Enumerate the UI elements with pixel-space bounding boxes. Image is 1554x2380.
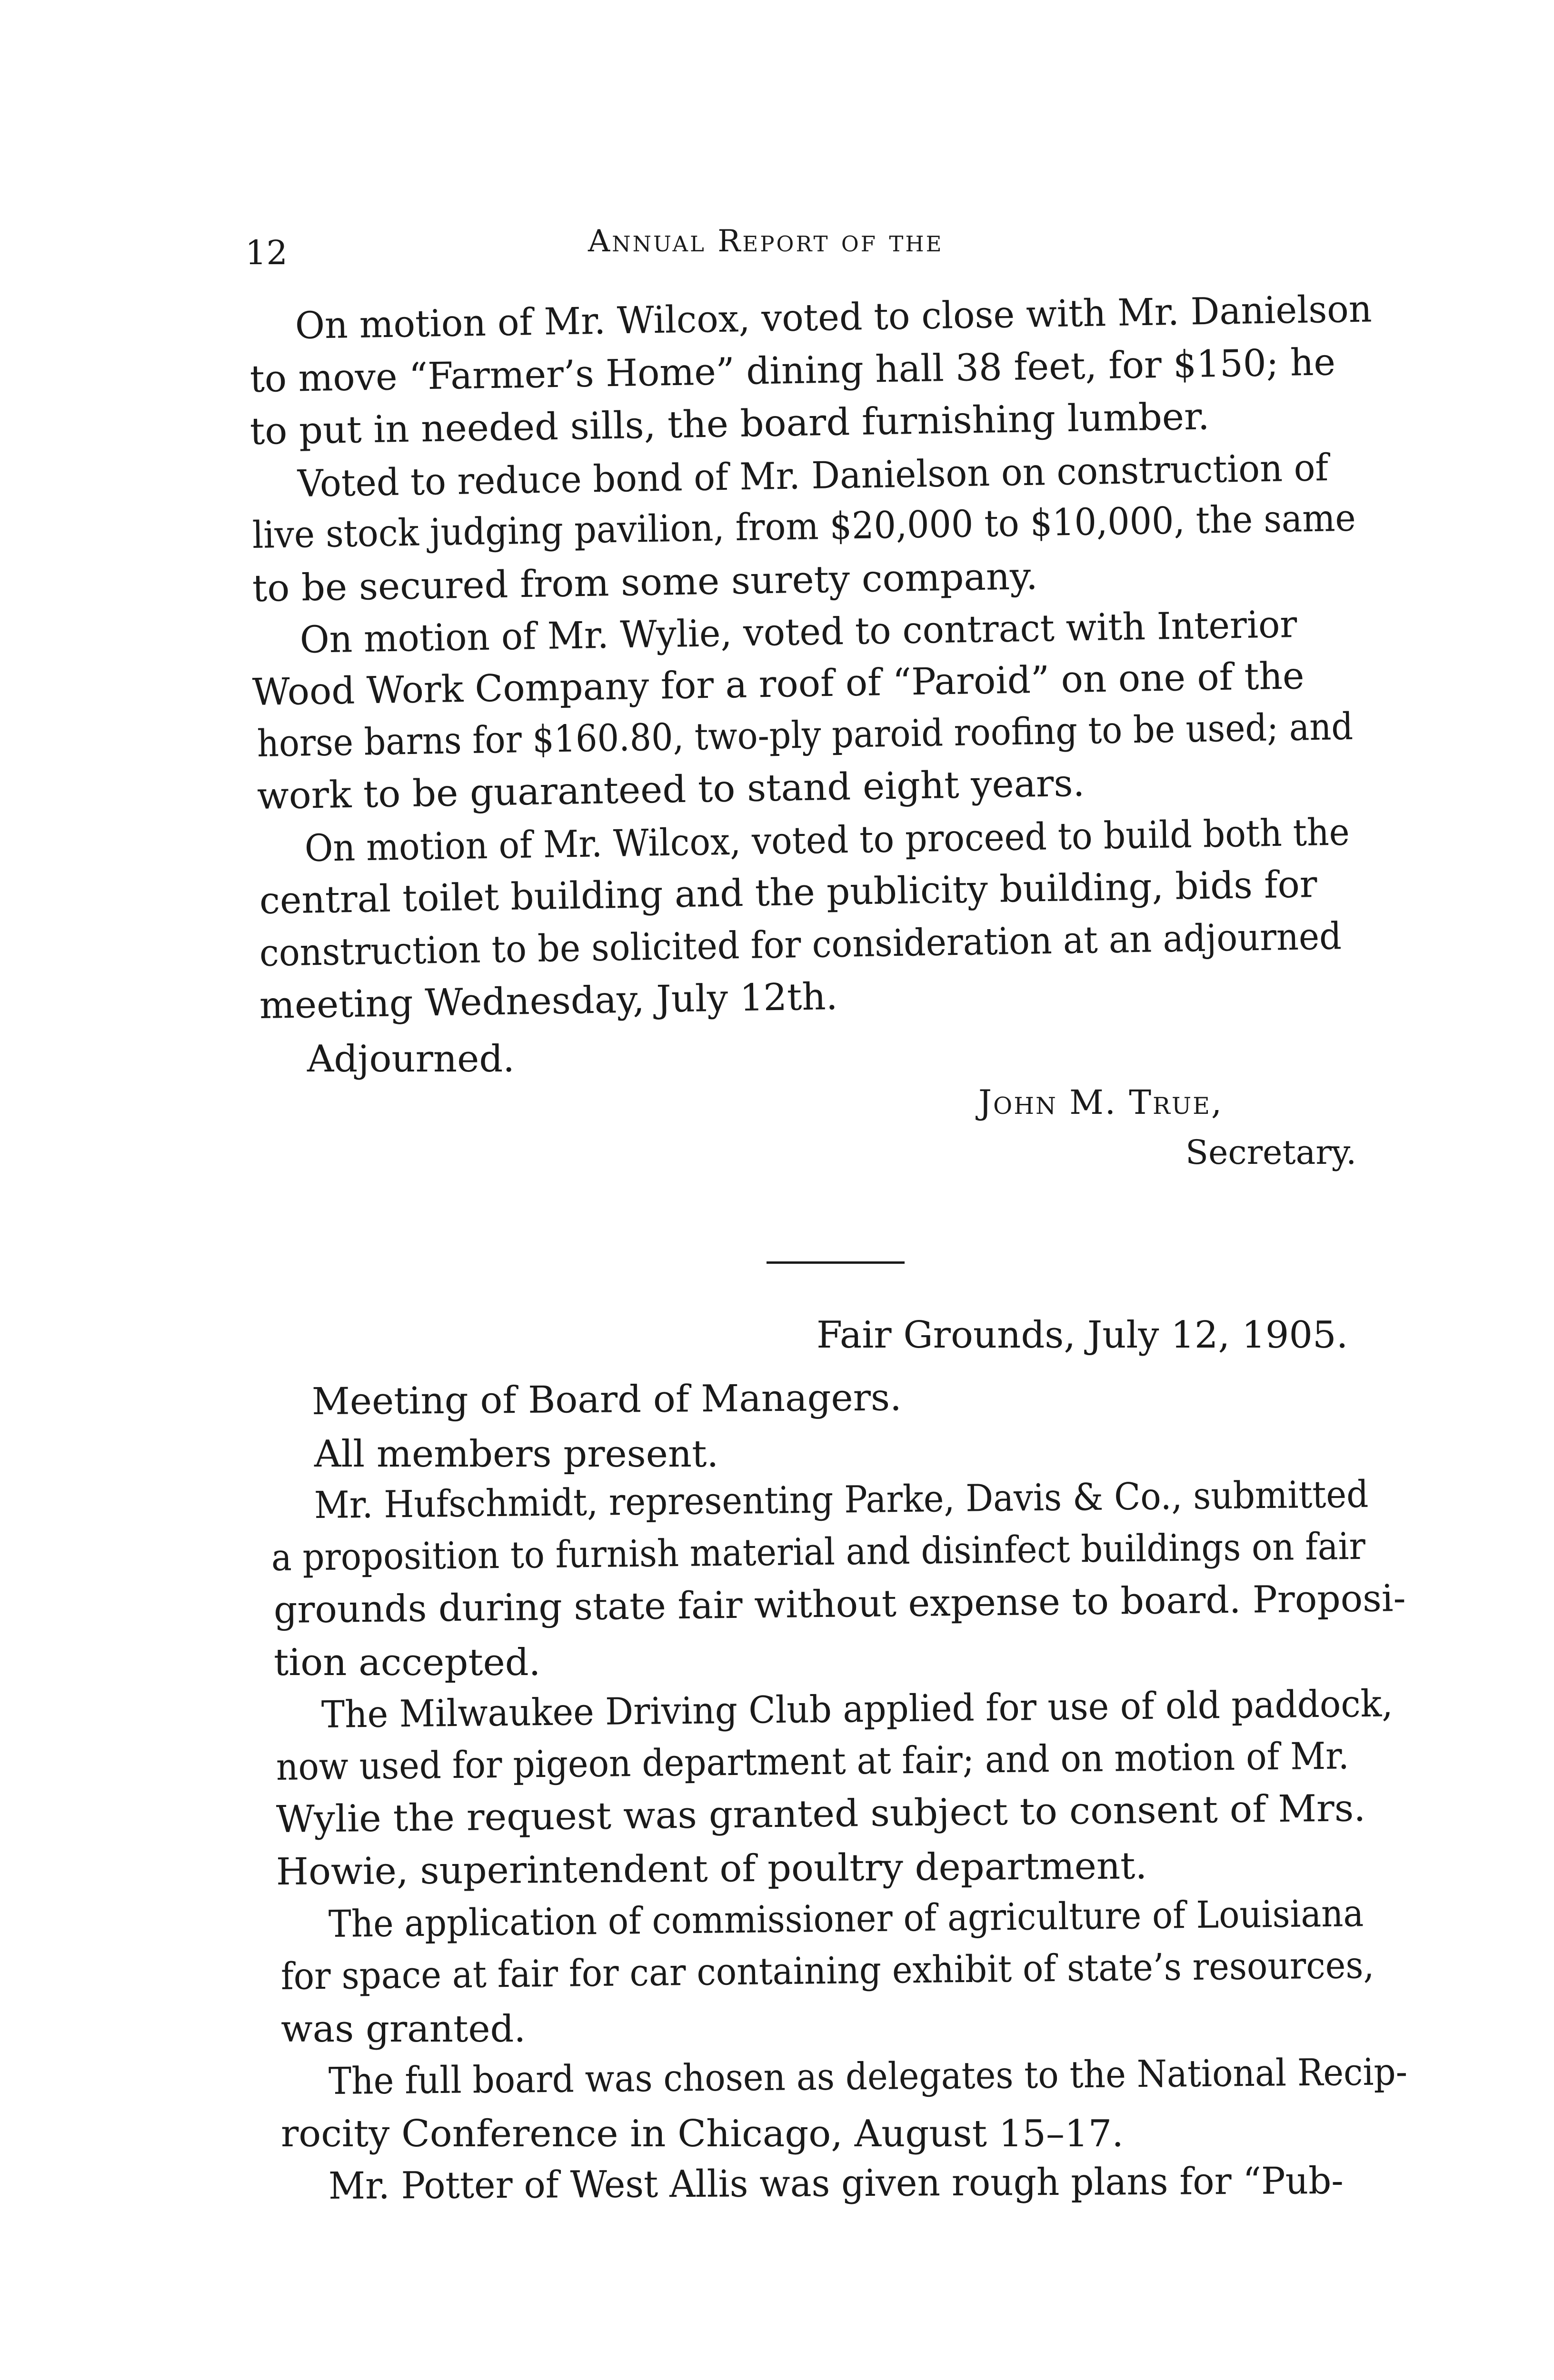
text-line: work to be guaranteed to stand eight years. bbox=[257, 762, 1085, 818]
text-line: All members present. bbox=[314, 1433, 719, 1476]
running-header: Annual Report of the bbox=[588, 224, 944, 259]
text-line: to put in needed sills, the board furnishing lumber. bbox=[249, 395, 1210, 453]
text-line: was granted. bbox=[281, 2008, 526, 2051]
text-line: Mr. Potter of West Allis was given rough plans for “Pub- bbox=[328, 2159, 1344, 2208]
text-line: Voted to reduce bond of Mr. Danielson on construction of bbox=[297, 446, 1329, 506]
text-line: On motion of Mr. Wilcox, voted to close with Mr. Danielson bbox=[295, 288, 1373, 347]
text-line: The full board was chosen as delegates to the National Recip- bbox=[328, 2051, 1408, 2103]
text-line: meeting Wednesday, July 12th. bbox=[259, 975, 838, 1027]
text-line: Meeting of Board of Managers. bbox=[311, 1376, 902, 1423]
text-line: to be secured from some surety company. bbox=[252, 555, 1038, 610]
signature-name: John M. True, bbox=[978, 1083, 1224, 1122]
text-line: The Milwaukee Driving Club applied for use of old paddock, bbox=[321, 1682, 1394, 1736]
text-line: central toilet building and the publicity building, bids for bbox=[259, 863, 1318, 922]
text-line: Adjourned. bbox=[307, 1038, 515, 1081]
text-line: On motion of Mr. Wilcox, voted to proceed to build both the bbox=[304, 811, 1350, 870]
section-divider bbox=[767, 1261, 905, 1264]
text-line: Wood Work Company for a roof of “Paroid” on one of the bbox=[252, 654, 1305, 714]
page-number: 12 bbox=[245, 233, 288, 272]
text-line: The application of commissioner of agriculture of Louisiana bbox=[328, 1892, 1364, 1946]
signature-title: Secretary. bbox=[1185, 1133, 1357, 1172]
text-line: to move “Farmer’s Home” dining hall 38 feet, for $150; he bbox=[249, 341, 1336, 401]
dateline: Fair Grounds, July 12, 1905. bbox=[817, 1314, 1348, 1357]
text-line: live stock judging pavilion, from $20,000 to $10,000, the same bbox=[252, 496, 1356, 557]
text-line: tion accepted. bbox=[274, 1641, 541, 1684]
text-line: now used for pigeon department at fair; and on motion of Mr. bbox=[276, 1735, 1350, 1789]
text-line: Wylie the request was granted subject to consent of Mrs. bbox=[276, 1787, 1366, 1841]
text-line: a proposition to furnish material and disinfect buildings on fair bbox=[271, 1525, 1366, 1579]
text-line: for space at fair for car containing exhibit of state’s resources, bbox=[280, 1944, 1375, 1998]
text-line: grounds during state fair without expense to board. Proposi- bbox=[273, 1577, 1406, 1632]
text-line: horse barns for $160.80, two-ply paroid roofing to be used; and bbox=[257, 705, 1354, 765]
text-line: rocity Conference in Chicago, August 15–17. bbox=[281, 2112, 1124, 2155]
text-line: Howie, superintendent of poultry department. bbox=[276, 1844, 1147, 1894]
text-line: On motion of Mr. Wylie, voted to contract with Interior bbox=[299, 603, 1297, 662]
text-line: construction to be solicited for consideration at an adjourned bbox=[259, 915, 1342, 975]
text-line: Mr. Hufschmidt, representing Parke, Davis & Co., submitted bbox=[314, 1473, 1369, 1527]
